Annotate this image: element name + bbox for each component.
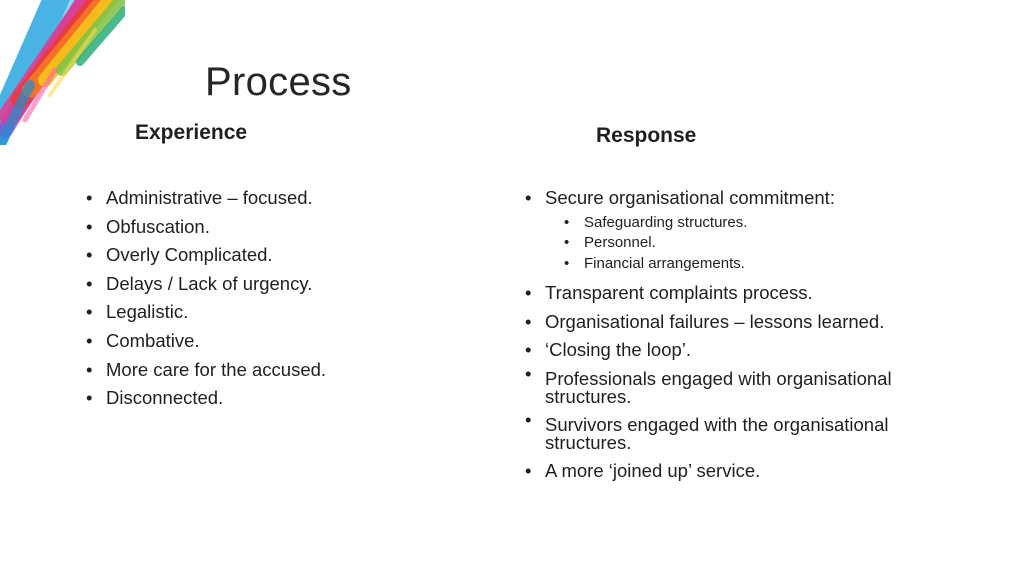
list-item: • Administrative – focused. xyxy=(86,184,466,213)
list-item: • Delays / Lack of urgency. xyxy=(86,270,466,299)
experience-list xyxy=(86,184,466,413)
sub-list xyxy=(545,213,925,275)
list-item: • A more ‘joined up’ service. xyxy=(525,457,925,486)
list-item: • Professionals engaged with organisational structures. xyxy=(525,365,925,411)
list-item: • Disconnected. xyxy=(86,384,466,413)
sub-list-item: • Safeguarding structures. xyxy=(564,213,925,234)
list-item: • Survivors engaged with the organisational structures. xyxy=(525,411,925,457)
sub-list-item: • Financial arrangements. xyxy=(564,254,925,275)
list-item: • ‘Closing the loop’. xyxy=(525,336,925,365)
response-heading: Response xyxy=(596,124,697,147)
slide-title: Process xyxy=(205,60,352,104)
sub-list-item: • Personnel. xyxy=(564,233,925,254)
list-item: • More care for the accused. xyxy=(86,356,466,385)
list-item: • Legalistic. xyxy=(86,298,466,327)
list-item: • Combative. xyxy=(86,327,466,356)
list-item: • Overly Complicated. xyxy=(86,241,466,270)
list-item: • Organisational failures – lessons learned. xyxy=(525,308,925,337)
list-item: • Obfuscation. xyxy=(86,213,466,242)
list-item-text: Secure organisational commitment: xyxy=(545,187,835,208)
experience-heading: Experience xyxy=(135,121,248,144)
list-item: • Transparent complaints process. xyxy=(525,279,925,308)
list-item xyxy=(525,184,925,275)
rainbow-paint-decoration xyxy=(0,0,125,145)
response-list xyxy=(525,184,925,485)
